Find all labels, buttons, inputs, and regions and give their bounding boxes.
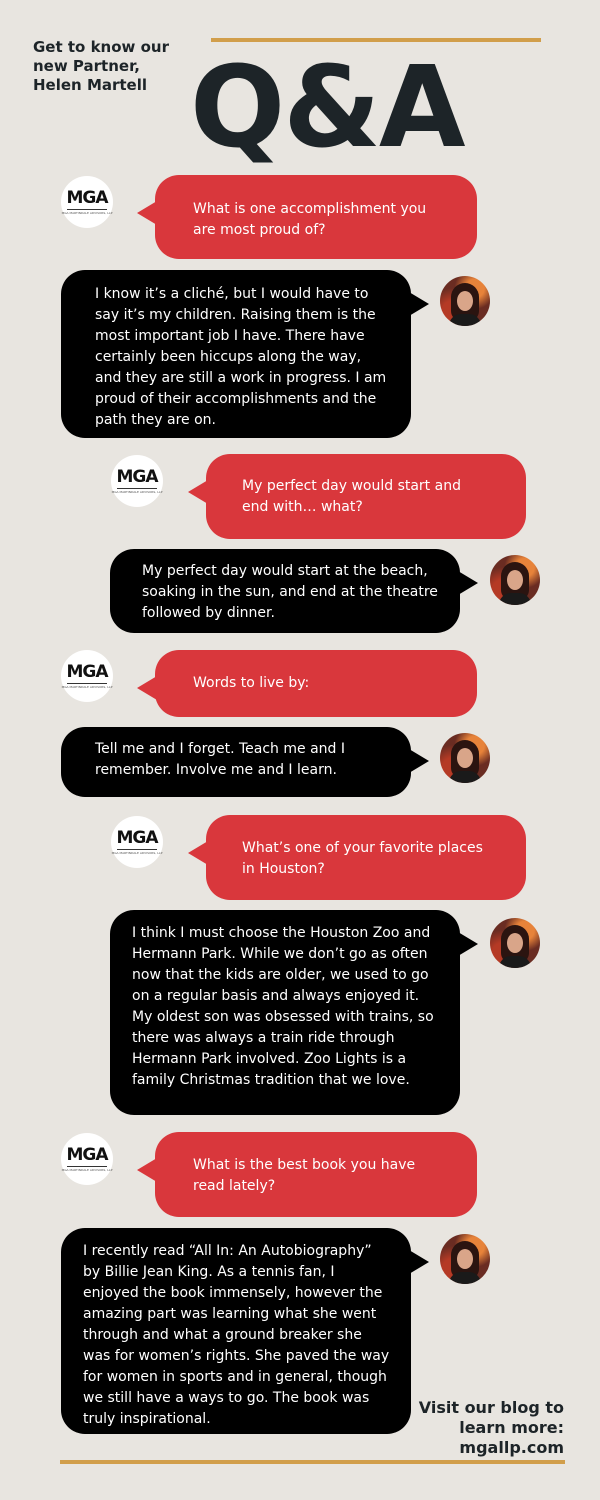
question-bubble bbox=[155, 175, 477, 259]
helen-avatar-icon bbox=[490, 555, 540, 605]
answer-text: I recently read “All In: An Autobiography” by Billie Jean King. As a tennis fan, I enjoyed the book immensely, however the amazing part was learning what she went through and what a ground breaker she was for women’s rights. She paved the way for women in sports and in general, though we still have a ways to go. The book was truly inspirational. bbox=[83, 1243, 390, 1427]
answer-bubble bbox=[110, 549, 460, 633]
helen-avatar-icon bbox=[440, 733, 490, 783]
mga-logo-icon: MGA MGA MARTINDALE ADVISORS, LLP bbox=[61, 176, 113, 228]
question-text: What is one accomplishment you are most proud of? bbox=[193, 201, 427, 238]
answer-text: My perfect day would start at the beach, soaking in the sun, and end at the theatre followed by dinner. bbox=[142, 563, 438, 621]
answer-text: I think I must choose the Houston Zoo and Hermann Park. While we don’t go as often now that the kids are older, we used to go on a regular basis and always enjoyed it. My oldest son was obsessed with trains, so there was always a train ride through Hermann Park involved. Zoo Lights is a family Christmas tradition that we love. bbox=[132, 925, 434, 1088]
question-text: My perfect day would start and end with… what? bbox=[242, 478, 461, 515]
mga-logo-icon: MGA MGA MARTINDALE ADVISORS, LLP bbox=[111, 455, 163, 507]
answer-bubble bbox=[110, 910, 460, 1115]
question-bubble bbox=[206, 815, 526, 900]
mga-logo-icon: MGA MGA MARTINDALE ADVISORS, LLP bbox=[61, 650, 113, 702]
question-bubble bbox=[155, 1132, 477, 1217]
top-divider bbox=[211, 38, 541, 42]
mga-logo-icon: MGA MGA MARTINDALE ADVISORS, LLP bbox=[111, 816, 163, 868]
mga-logo-icon: MGA MGA MARTINDALE ADVISORS, LLP bbox=[61, 1133, 113, 1185]
question-bubble bbox=[155, 650, 477, 717]
blog-callout-line: learn more: bbox=[459, 1418, 564, 1437]
intro-line: new Partner, bbox=[33, 57, 140, 75]
question-text: Words to live by: bbox=[193, 675, 310, 691]
question-text: What is the best book you have read lately? bbox=[193, 1157, 416, 1194]
blog-callout bbox=[419, 1398, 564, 1458]
question-text: What’s one of your favorite places in Houston? bbox=[242, 840, 483, 877]
helen-avatar-icon bbox=[440, 276, 490, 326]
helen-avatar-icon bbox=[440, 1234, 490, 1284]
blog-url[interactable]: mgallp.com bbox=[459, 1438, 564, 1457]
answer-bubble bbox=[61, 1228, 411, 1434]
question-bubble bbox=[206, 454, 526, 539]
bottom-divider bbox=[60, 1460, 565, 1464]
blog-callout-line: Visit our blog to bbox=[418, 1398, 564, 1417]
answer-text: Tell me and I forget. Teach me and I remember. Involve me and I learn. bbox=[95, 741, 345, 778]
intro-line: Helen Martell bbox=[33, 76, 148, 94]
answer-bubble bbox=[61, 270, 411, 438]
helen-avatar-icon bbox=[490, 918, 540, 968]
intro-line: Get to know our bbox=[33, 38, 169, 56]
answer-bubble bbox=[61, 727, 411, 797]
page-title: Q&A bbox=[190, 43, 464, 173]
intro-text bbox=[33, 38, 193, 95]
answer-text: I know it’s a cliché, but I would have to say it’s my children. Raising them is the most important job I have. There have certainly been hiccups along the way, and they are still a work in progress. I am proud of their accomplishments and the path they are on. bbox=[95, 286, 387, 428]
